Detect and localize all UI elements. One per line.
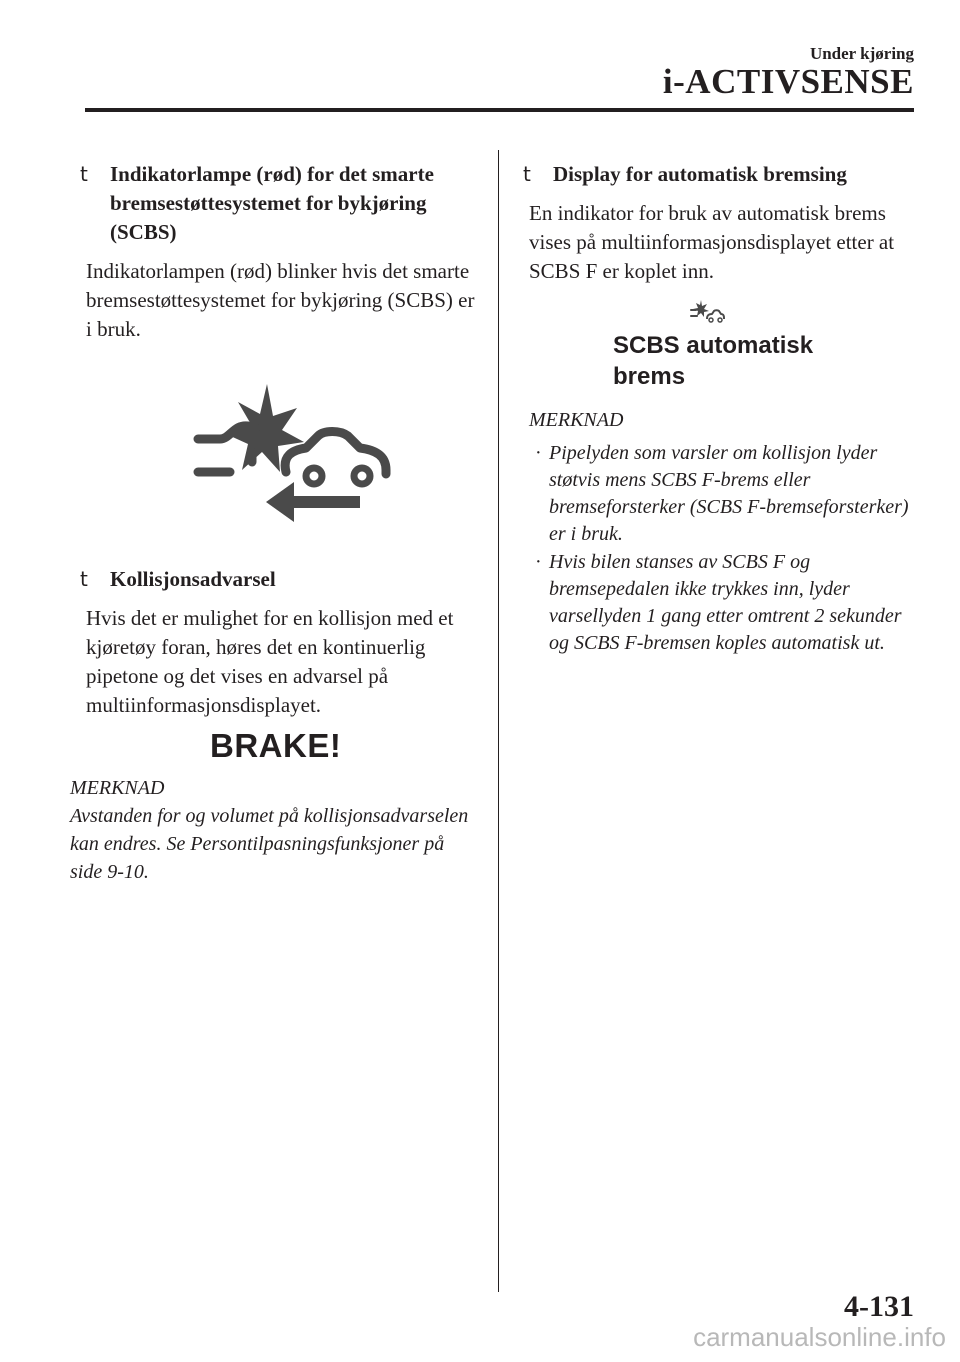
auto-brake-display-heading bbox=[513, 160, 913, 189]
header-chapter-title: i-ACTIVSENSE bbox=[662, 62, 914, 101]
scbs-automatic-brake-display: SCBS automatisk brems bbox=[613, 332, 814, 390]
list-item bbox=[535, 549, 913, 657]
column-divider bbox=[498, 150, 499, 1292]
collision-warning-body: Hvis det er mulighet for en kollisjon med et kjøretøy foran, høres det en kontinuerlig pipetone og det vises en advarsel på multiinformasjonsdisplayet. bbox=[86, 606, 454, 717]
scbs-indicator-body: Indikatorlampen (rød) blinker hvis det smarte bremsestøttesystemet for bykjøring (SCBS) er i bruk. bbox=[86, 259, 475, 341]
auto-brake-display-body: En indikator for bruk av automatisk brems vises på multiinformasjonsdisplayet etter at SCBS F er koplet inn. bbox=[529, 201, 895, 283]
list-bullet-icon: · bbox=[535, 442, 542, 464]
collision-warning-heading bbox=[70, 565, 480, 594]
section-bullet-icon: t bbox=[523, 162, 531, 186]
list-bullet-icon: · bbox=[535, 551, 542, 573]
right-column bbox=[513, 160, 913, 658]
header-rule bbox=[85, 108, 914, 112]
scbs-brake-icon bbox=[689, 300, 725, 326]
note-list bbox=[513, 440, 913, 657]
note-label: MERKNAD bbox=[70, 777, 165, 799]
collision-warning-icon bbox=[190, 384, 395, 529]
scbs-indicator-heading-text: Indikatorlampe (rød) for det smarte bremsestøttesystemet for bykjøring (SCBS) bbox=[110, 162, 434, 244]
list-item bbox=[535, 440, 913, 548]
brake-warning-display: BRAKE! bbox=[210, 727, 342, 764]
section-bullet-icon: t bbox=[80, 567, 88, 591]
page-number: 4-131 bbox=[844, 1290, 914, 1323]
auto-brake-display-heading-text: Display for automatisk bremsing bbox=[553, 162, 847, 186]
section-bullet-icon: t bbox=[80, 162, 88, 186]
scbs-indicator-heading bbox=[70, 160, 480, 247]
left-column bbox=[70, 160, 480, 886]
list-item-text: Pipelyden som varsler om kollisjon lyder støtvis mens SCBS F-brems eller bremseforsterker (SCBS F-bremseforsterker) er i bruk. bbox=[549, 442, 909, 545]
header-section: Under kjøring bbox=[809, 44, 914, 63]
note-text: Avstanden for og volumet på kollisjonsadvarselen kan endres. Se Persontilpasningsfunksjoner på side 9-10. bbox=[70, 805, 469, 883]
note-label: MERKNAD bbox=[529, 409, 624, 431]
collision-warning-heading-text: Kollisjonsadvarsel bbox=[110, 567, 276, 591]
watermark: carmanualsonline.info bbox=[693, 1322, 946, 1352]
list-item-text: Hvis bilen stanses av SCBS F og bremsepedalen ikke trykkes inn, lyder varsellyden 1 gang etter omtrent 2 sekunder og SCBS F-bremsen koples automatisk ut. bbox=[549, 551, 902, 654]
